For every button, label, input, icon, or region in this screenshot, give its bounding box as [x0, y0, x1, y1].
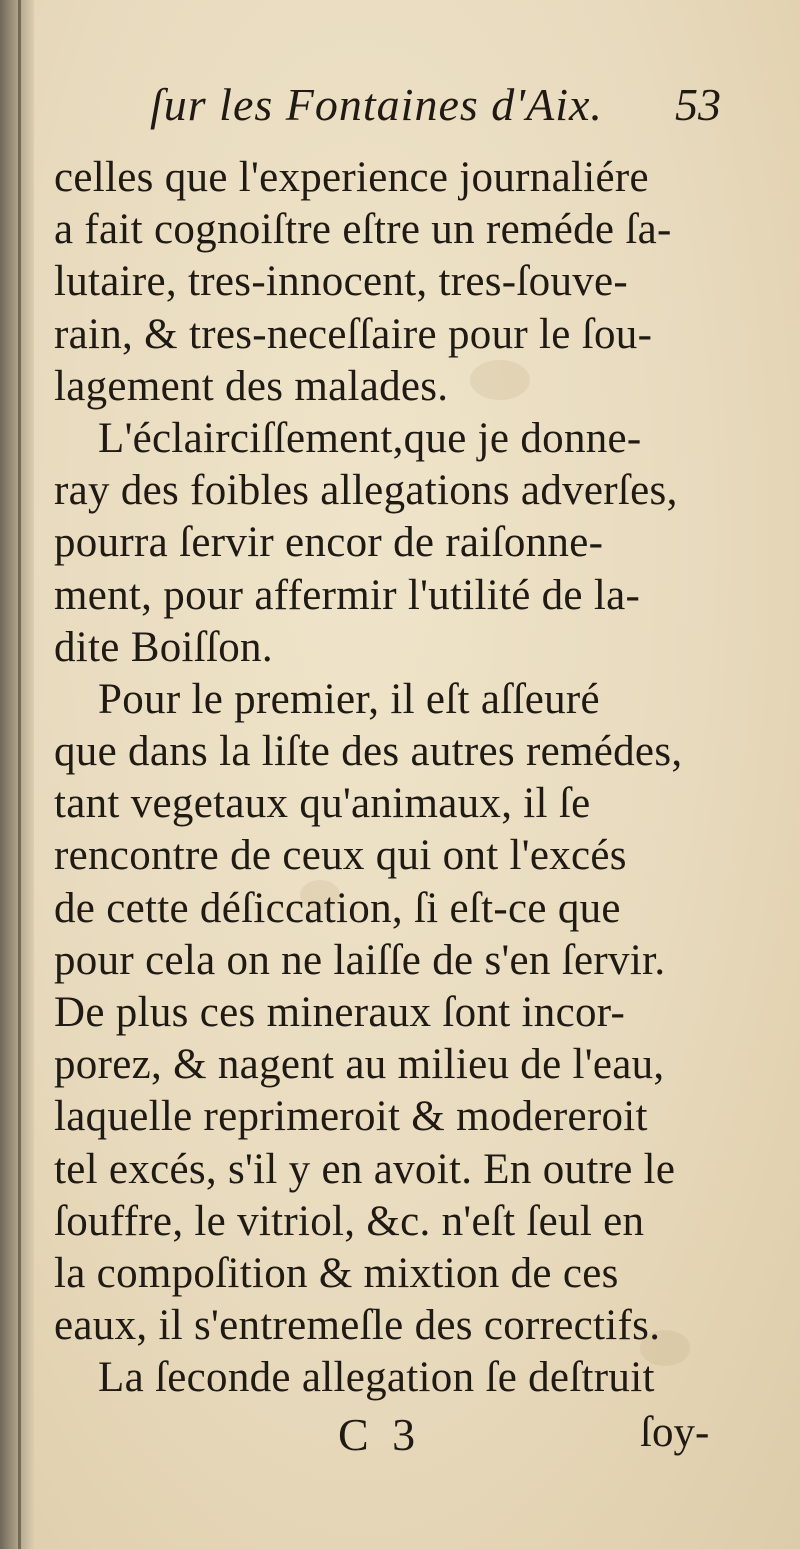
- text-line: porez, & nagent au milieu de l'eau,: [54, 1041, 665, 1089]
- text-line: eaux, il s'entremeſle des correctifs.: [54, 1302, 661, 1350]
- text-line: ment, pour affermir l'utilité de la-: [54, 571, 641, 619]
- catchword: ſoy-: [640, 1409, 710, 1456]
- text-line: De plus ces mineraux ſont incor-: [54, 989, 626, 1036]
- text-line: La ſeconde allegation ſe deſtruit: [98, 1354, 655, 1402]
- text-line: ray des foibles allegations adverſes,: [54, 467, 678, 515]
- text-line: ſouffre, le vitriol, &c. n'eſt ſeul en: [54, 1197, 645, 1245]
- running-title: ſur les Fontaines d'Aix.: [150, 79, 603, 130]
- text-line: lutaire, tres-innocent, tres-ſouve-: [54, 258, 629, 306]
- text-line: pour cela on ne laiſſe de s'en ſervir.: [54, 936, 666, 984]
- binding-gutter: [0, 0, 34, 1549]
- text-line: Pour le premier, il eſt aſſeuré: [98, 675, 600, 723]
- text-line: dite Boiſſon.: [54, 623, 273, 671]
- text-line: tant vegetaux qu'animaux, il ſe: [54, 780, 591, 828]
- page-number: 53: [675, 79, 721, 130]
- text-line: L'éclairciſſement,que je donne-: [98, 414, 642, 462]
- text-line: de cette déſiccation, ſi eſt-ce que: [54, 884, 621, 932]
- text-line: rain, & tres-neceſſaire pour le ſou-: [54, 310, 653, 358]
- text-line: lagement des malades.: [54, 362, 449, 410]
- signature-mark: C 3: [338, 1409, 422, 1460]
- text-line: celles que l'experience journaliére: [54, 154, 649, 201]
- text-line: pourra ſervir encor de raiſonne-: [54, 519, 604, 567]
- text-line: la compoſition & mixtion de ces: [54, 1249, 619, 1297]
- page-footer: [0, 1408, 800, 1478]
- text-line: laquelle reprimeroit & modereroit: [54, 1093, 648, 1141]
- text-line: que dans la liſte des autres remédes,: [54, 728, 683, 776]
- text-line: a fait cognoiſtre eſtre un reméde ſa-: [54, 206, 672, 254]
- binding-edge-line: [18, 0, 21, 1549]
- text-line: tel excés, s'il y en avoit. En outre le: [54, 1145, 676, 1193]
- body-text: [54, 152, 744, 1405]
- running-head: [0, 78, 800, 148]
- text-line: rencontre de ceux qui ont l'excés: [54, 832, 627, 880]
